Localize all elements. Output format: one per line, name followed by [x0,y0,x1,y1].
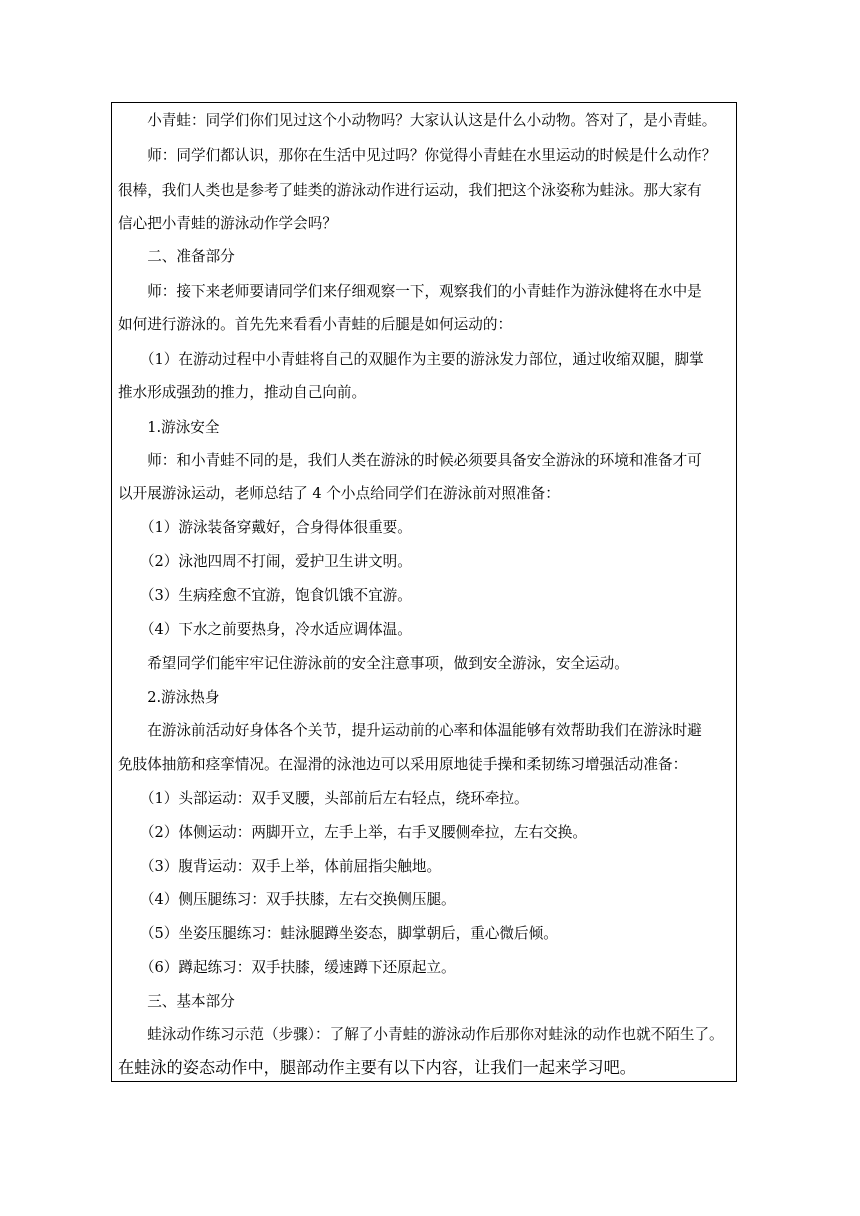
subsection-heading: 2.游泳热身 [118,689,220,706]
paragraph-line: 免肢体抽筋和痉挛情况。在湿滑的泳池边可以采用原地徒手操和柔韧练习增强活动准备： [118,756,688,773]
paragraph-line: 小青蛙：同学们你们见过这个小动物吗？大家认认这是什么小动物。答对了，是小青蛙。 [118,112,717,129]
list-item: （4）下水之前要热身，冷水适应调体温。 [118,621,412,638]
paragraph-line: 蛙泳动作练习示范（步骤）：了解了小青蛙的游泳动作后那你对蛙泳的动作也就不陌生了。 [118,1026,724,1043]
list-item: （1）游泳装备穿戴好，合身得体很重要。 [118,519,412,536]
paragraph-line: （1）在游动过程中小青蛙将自己的双腿作为主要的游泳发力部位，通过收缩双腿，脚掌 [118,351,704,368]
list-item: （6）蹲起练习：双手扶膝，缓速蹲下还原起立。 [118,959,456,976]
list-item: （2）体侧运动：两脚开立，左手上举，右手叉腰侧牵拉，左右交换。 [118,824,587,841]
section-heading: 二、准备部分 [118,248,235,265]
paragraph-line: 推水形成强劲的推力，推动自己向前。 [118,384,367,401]
paragraph-line: 信心把小青蛙的游泳动作学会吗？ [118,215,337,232]
paragraph-line: 师：和小青蛙不同的是，我们人类在游泳的时候必须要具备安全游泳的环境和准备才可 [118,452,702,469]
subsection-heading: 1.游泳安全 [118,419,220,436]
list-item: （3）生病痊愈不宜游，饱食饥饿不宜游。 [118,587,412,604]
paragraph-line: 如何进行游泳的。首先先来看看小青蛙的后腿是如何运动的： [118,316,513,333]
paragraph-line: 以开展游泳运动，老师总结了 4 个小点给同学们在游泳前对照准备： [118,485,560,502]
paragraph-line: 很棒，我们人类也是参考了蛙类的游泳动作进行运动，我们把这个泳姿称为蛙泳。那大家有 [118,182,702,199]
paragraph-line: 师：接下来老师要请同学们来仔细观察一下，观察我们的小青蛙作为游泳健将在水中是 [118,283,702,300]
paragraph-line: 在蛙泳的姿态动作中，腿部动作主要有以下内容，让我们一起来学习吧。 [118,1058,636,1077]
section-heading: 三、基本部分 [118,993,235,1010]
list-item: （5）坐姿压腿练习：蛙泳腿蹲坐姿态，脚掌朝后，重心微后倾。 [118,925,558,942]
paragraph-line: 在游泳前活动好身体各个关节，提升运动前的心率和体温能够有效帮助我们在游泳时避 [118,722,702,739]
paragraph-line: 希望同学们能牢牢记住游泳前的安全注意事项，做到安全游泳，安全运动。 [118,655,629,672]
list-item: （1）头部运动：双手叉腰，头部前后左右轻点，绕环牵拉。 [118,790,529,807]
list-item: （2）泳池四周不打闹，爱护卫生讲文明。 [118,553,412,570]
paragraph-line: 师：同学们都认识，那你在生活中见过吗？你觉得小青蛙在水里运动的时候是什么动作？ [118,147,717,164]
list-item: （4）侧压腿练习：双手扶膝，左右交换侧压腿。 [118,891,456,908]
list-item: （3）腹背运动：双手上举，体前屈指尖触地。 [118,858,442,875]
